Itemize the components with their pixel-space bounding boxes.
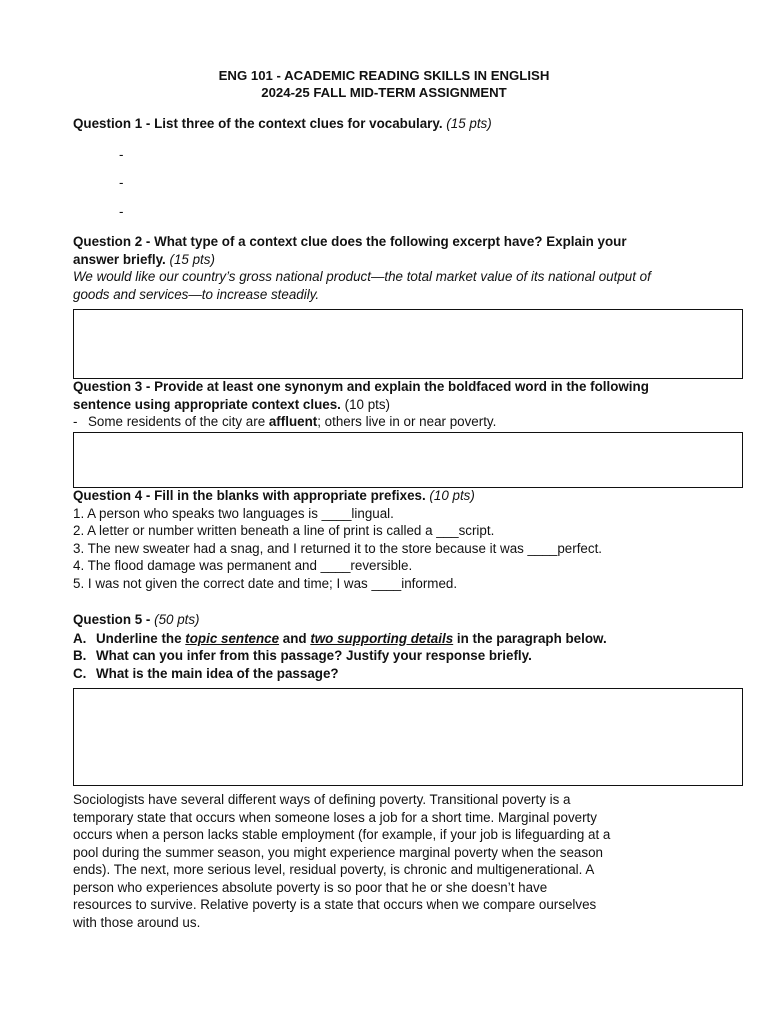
question-1	[73, 115, 713, 133]
question-3-bullet: -	[73, 414, 78, 429]
question-1-label: Question 1 - List three of the context clues for vocabulary.	[73, 116, 443, 131]
passage-line: with those around us.	[73, 914, 201, 930]
question-4-item: 1. A person who speaks two languages is ____lingual.	[73, 505, 394, 521]
assignment-title: 2024-25 FALL MID-TERM ASSIGNMENT	[261, 85, 507, 100]
question-5-part-a	[73, 630, 713, 648]
question-4-item: 4. The flood damage was permanent and ____reversible.	[73, 558, 413, 573]
question-2-answer-box[interactable]	[73, 309, 743, 379]
question-5-part-b	[73, 647, 713, 665]
part-a-text-start: Underline the	[96, 630, 186, 646]
question-2	[73, 233, 713, 303]
passage-line: resources to survive. Relative poverty is a state that occurs when we compare ourselves	[73, 897, 597, 912]
question-1-points: (15 pts)	[446, 116, 492, 131]
question-4-item: 2. A letter or number written beneath a line of print is called a ___script.	[73, 523, 495, 538]
question-4-item: 3. The new sweater had a snag, and I returned it to the store because it was ____perfect.	[73, 540, 603, 556]
passage-line: Sociologists have several different ways of defining poverty. Transitional poverty is a	[73, 792, 571, 807]
question-4	[73, 487, 713, 592]
passage-line: ends). The next, more serious level, residual poverty, is chronic and multigenerational. A	[73, 862, 595, 877]
supporting-details-phrase: two supporting details	[310, 630, 454, 646]
q1-dash-2: -	[119, 175, 124, 190]
topic-sentence-phrase: topic sentence	[185, 630, 280, 646]
question-5-label: Question 5 -	[73, 612, 151, 627]
question-4-points: (10 pts)	[429, 488, 475, 503]
part-b-text: What can you infer from this passage? Justify your response briefly.	[96, 648, 532, 663]
question-2-points: (15 pts)	[169, 251, 215, 267]
question-4-label: Question 4 - Fill in the blanks with appropriate prefixes.	[73, 488, 426, 503]
question-5	[73, 611, 713, 682]
q1-dash-3: -	[119, 204, 124, 219]
question-2-excerpt-line2: goods and services—to increase steadily.	[73, 286, 320, 302]
part-a-text-end: in the paragraph below.	[453, 630, 607, 646]
question-5-answer-box[interactable]	[73, 688, 743, 786]
question-3-label-line2: sentence using appropriate context clues.	[73, 396, 341, 412]
q1-dash-1: -	[119, 147, 124, 162]
question-2-label-line1: Question 2 - What type of a context clue does the following excerpt have? Explain your	[73, 234, 627, 249]
part-b-letter: B.	[73, 648, 87, 663]
passage-line: pool during the summer season, you might experience marginal poverty when the season	[73, 844, 603, 860]
question-2-label-line2: answer briefly.	[73, 251, 166, 267]
question-3-sentence	[73, 413, 713, 431]
question-3-sentence-start: Some residents of the city are	[88, 414, 269, 429]
course-title: ENG 101 - ACADEMIC READING SKILLS IN ENGLISH	[218, 68, 550, 83]
question-5-part-c	[73, 665, 713, 683]
part-a-text-mid: and	[279, 630, 311, 646]
question-5-points: (50 pts)	[154, 612, 200, 627]
part-c-text: What is the main idea of the passage?	[96, 665, 339, 681]
question-3-points: (10 pts)	[344, 396, 391, 412]
boldfaced-word: affluent	[268, 414, 318, 429]
question-4-item: 5. I was not given the correct date and time; I was ____informed.	[73, 575, 458, 591]
passage-line: person who experiences absolute poverty is so poor that he or she doesn’t have	[73, 879, 548, 895]
passage-line: temporary state that occurs when someone loses a job for a short time. Marginal poverty	[73, 809, 597, 825]
question-2-excerpt-line1: We would like our country’s gross national product—the total market value of its national output of	[73, 269, 651, 284]
part-c-letter: C.	[73, 665, 87, 681]
part-a-letter: A.	[73, 630, 87, 646]
passage-line: occurs when a person lacks stable employment (for example, if your job is lifeguarding at a	[73, 827, 611, 842]
question-3	[73, 378, 713, 431]
question-3-label-line1: Question 3 - Provide at least one synonym and explain the boldfaced word in the following	[73, 379, 649, 394]
question-3-sentence-end: ; others live in or near poverty.	[317, 414, 497, 429]
reading-passage	[73, 791, 673, 931]
question-3-answer-box[interactable]	[73, 432, 743, 488]
